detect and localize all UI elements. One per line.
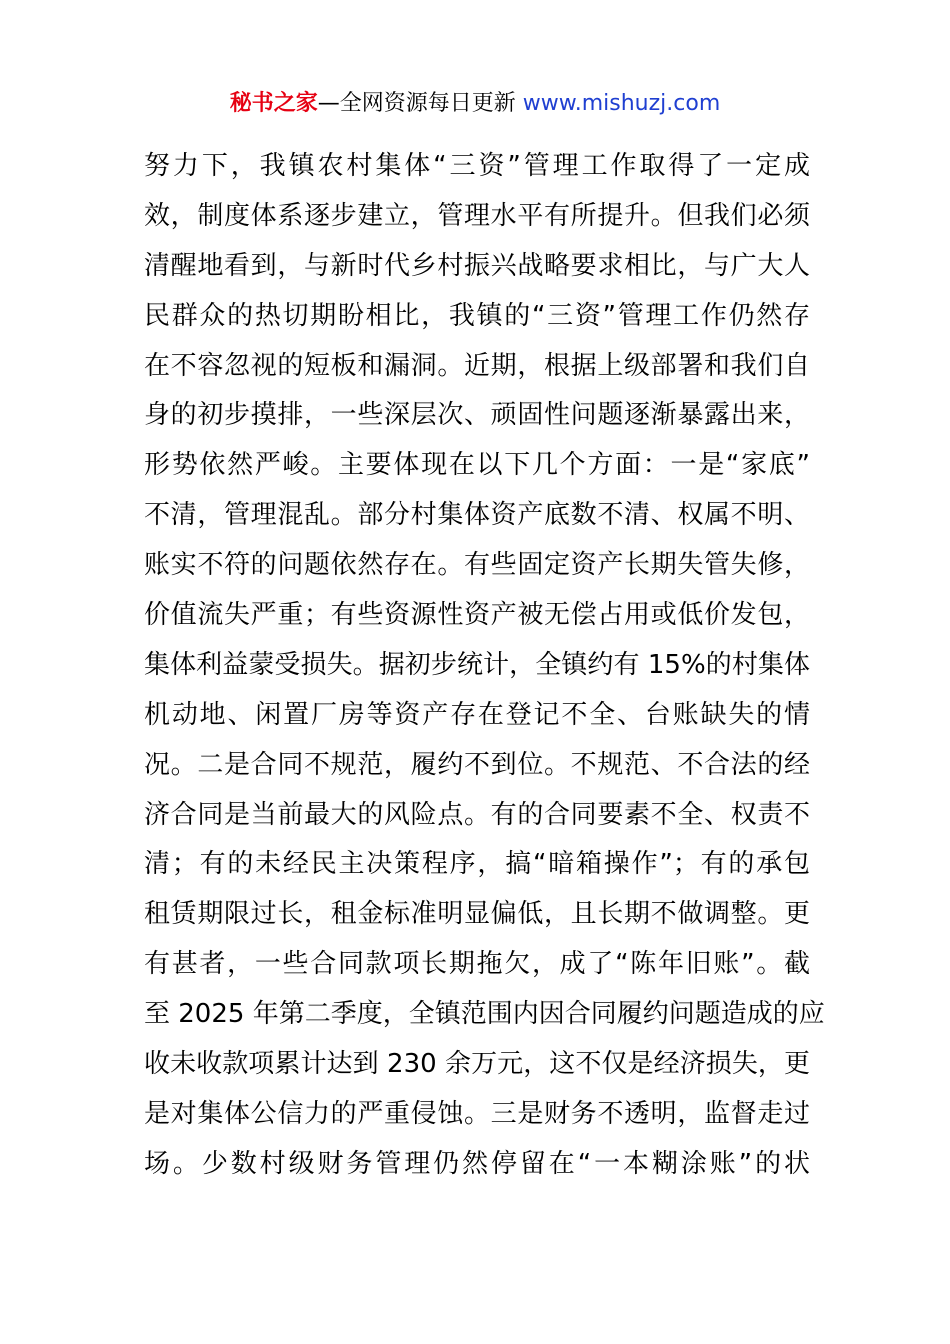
text-line: 身的初步摸排，一些深层次、顽固性问题逐渐暴露出来， xyxy=(144,400,810,431)
text-line: 民群众的热切期盼相比，我镇的“三资”管理工作仍然存 xyxy=(144,300,810,331)
text-line: 价值流失严重；有些资源性资产被无偿占用或低价发包， xyxy=(144,600,810,631)
text-line: 有甚者，一些合同款项长期拖欠，成了“陈年旧账”。截 xyxy=(144,949,810,980)
text-line: 租赁期限过长，租金标准明显偏低，且长期不做调整。更 xyxy=(144,899,810,930)
body-text xyxy=(144,142,825,1190)
header-brand: 秘书之家 xyxy=(229,91,318,116)
text-line: 不清，管理混乱。部分村集体资产底数不清、权属不明、 xyxy=(144,500,810,531)
text-line: 机动地、闲置厂房等资产存在登记不全、台账缺失的情 xyxy=(144,699,810,730)
text-line: 在不容忽视的短板和漏洞。近期，根据上级部署和我们自 xyxy=(144,350,810,381)
header-slogan: —全网资源每日更新 xyxy=(317,91,516,116)
text-line: 况。二是合同不规范，履约不到位。不规范、不合法的经 xyxy=(144,749,810,780)
text-line: 是对集体公信力的严重侵蚀。三是财务不透明，监督走过 xyxy=(144,1098,810,1129)
text-line: 形势依然严峻。主要体现在以下几个方面：一是“家底” xyxy=(144,450,810,481)
text-line: 集体利益蒙受损失。据初步统计，全镇约有 15%的村集体 xyxy=(144,649,810,680)
text-line: 收未收款项累计达到 230 余万元，这不仅是经济损失，更 xyxy=(144,1049,810,1080)
text-line: 清；有的未经民主决策程序，搞“暗箱操作”；有的承包 xyxy=(144,849,810,880)
text-line: 场。少数村级财务管理仍然停留在“一本糊涂账”的状 xyxy=(144,1148,810,1179)
page-header xyxy=(0,88,950,120)
text-line: 济合同是当前最大的风险点。有的合同要素不全、权责不 xyxy=(144,799,810,830)
text-line: 努力下，我镇农村集体“三资”管理工作取得了一定成 xyxy=(144,151,810,181)
text-line: 清醒地看到，与新时代乡村振兴战略要求相比，与广大人 xyxy=(144,250,810,281)
header-url-link[interactable]: www.mishuzj.com xyxy=(522,91,721,116)
text-line: 账实不符的问题依然存在。有些固定资产长期失管失修， xyxy=(144,550,810,581)
text-line: 效，制度体系逐步建立，管理水平有所提升。但我们必须 xyxy=(144,200,810,231)
text-line: 至 2025 年第二季度，全镇范围内因合同履约问题造成的应 xyxy=(144,999,825,1030)
